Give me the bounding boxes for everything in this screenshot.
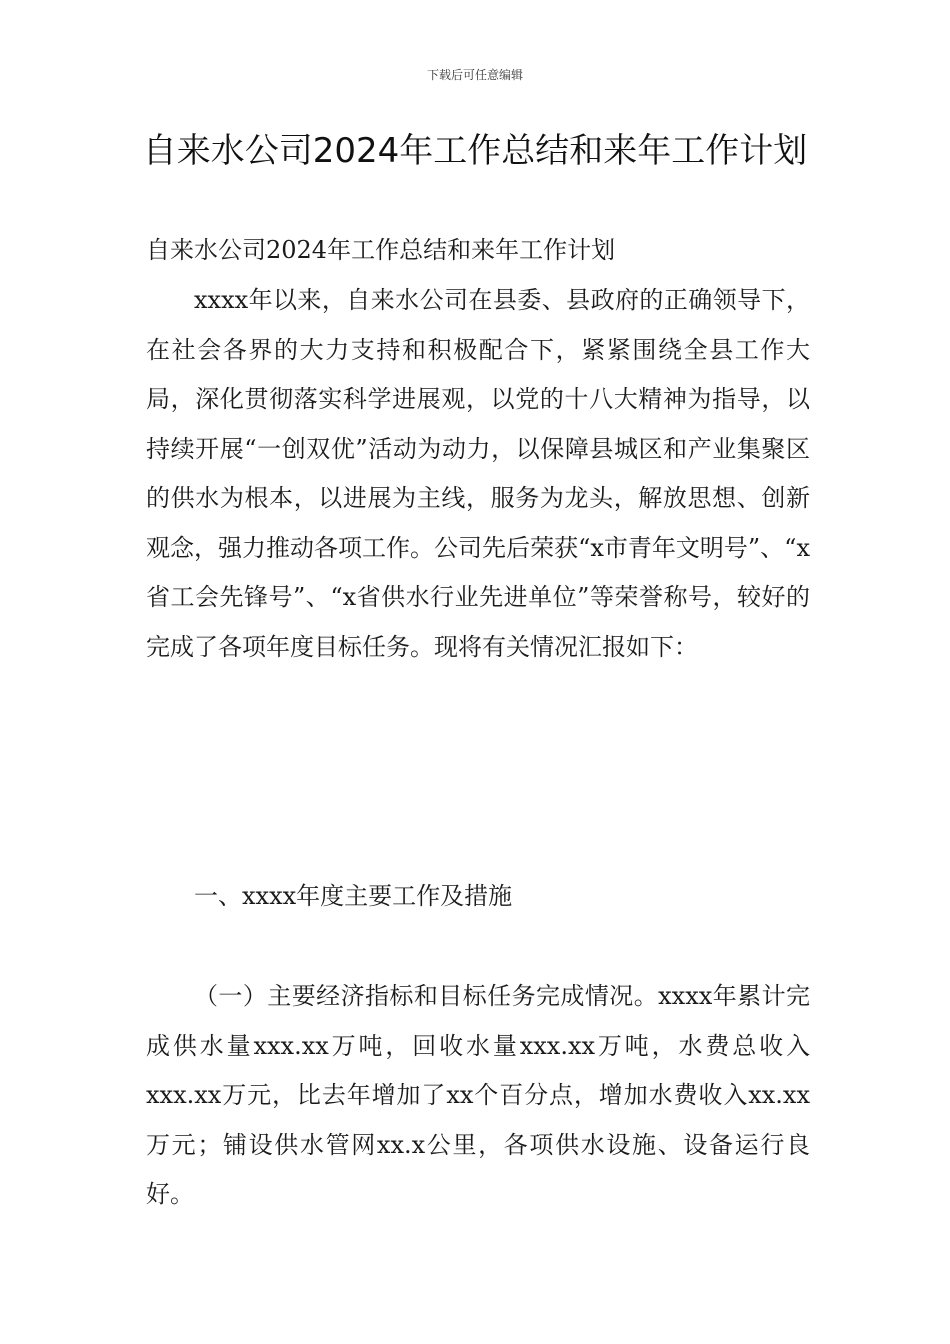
intro-paragraph: xxxx年以来，自来水公司在县委、县政府的正确领导下，在社会各界的大力支持和积极配合下，紧紧围绕全县工作大局，深化贯彻落实科学进展观，以党的十八大精神为指导，以持续开展“一创双优”活动为动力，以保障县城区和产业集聚区的供水为根本，以进展为主线，服务为龙头，解放思想、创新观念，强力推动各项工作。公司先后荣获“x市青年文明号”、“x省工会先锋号”、“x省供水行业先进单位”等荣誉称号，较好的完成了各项年度目标任务。现将有关情况汇报如下： [146,286,810,661]
header-note: 下载后可任意编辑 [426,68,523,82]
section-paragraph: （一）主要经济指标和目标任务完成情况。xxxx年累计完成供水量xxx.xx万吨，回收水量xxx.xx万吨，水费总收入xxx.xx万元，比去年增加了xx个百分点，增加水费收入xx.xx万元；铺设供水管网xx.x公里，各项供水设施、设备运行良好。 [146,982,810,1208]
section-heading: 一、xxxx年度主要工作及措施 [194,882,513,910]
document-title: 自来水公司2024年工作总结和来年工作计划 [142,131,808,171]
document-subtitle: 自来水公司2024年工作总结和来年工作计划 [146,236,616,264]
